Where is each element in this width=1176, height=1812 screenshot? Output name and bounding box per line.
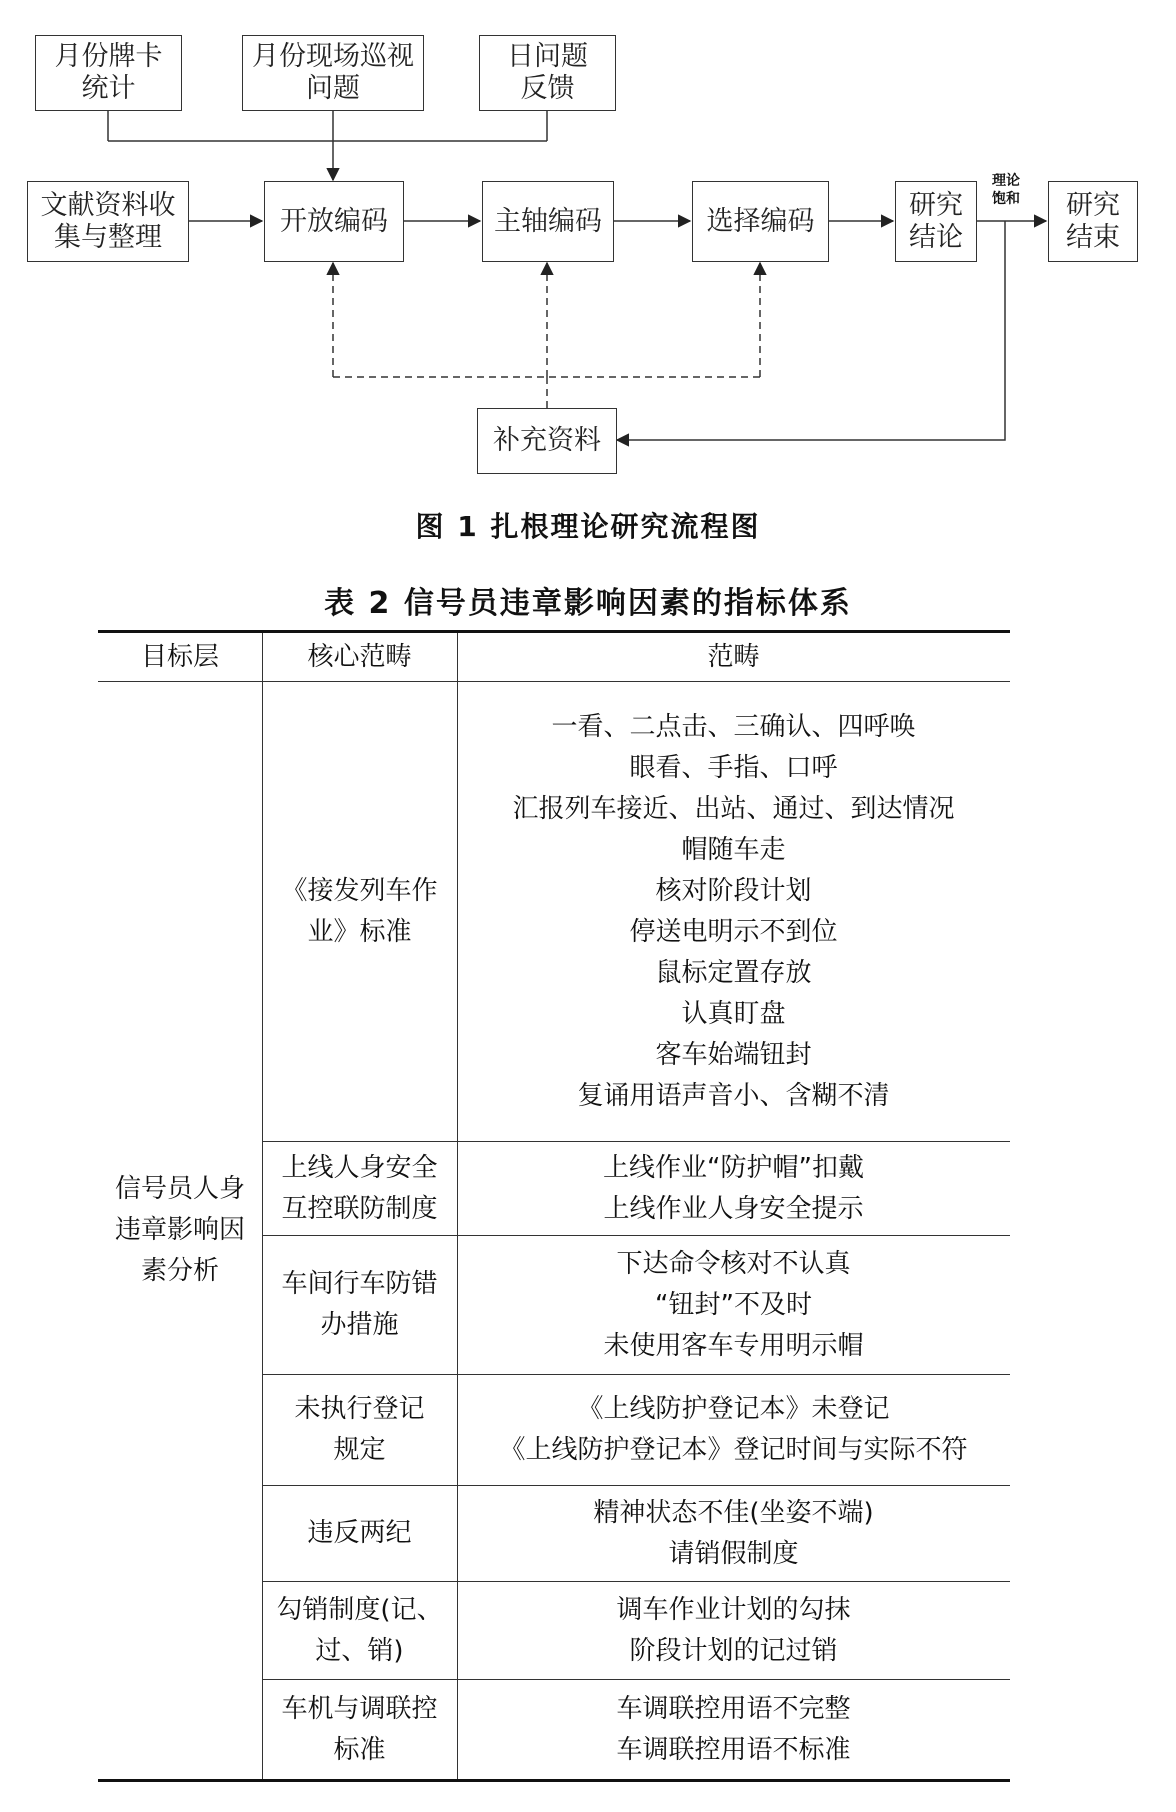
box-line: 研究 — [1066, 189, 1120, 221]
box-line: 日问题 — [507, 41, 588, 72]
target-line: 素分析 — [140, 1256, 219, 1286]
core-line: 互控联防制度 — [281, 1193, 438, 1224]
category-cell — [457, 682, 1010, 1141]
category-item: 车调联控用语不完整 — [616, 1693, 851, 1724]
core-line: 勾销制度(记、 — [276, 1594, 443, 1625]
category-item: 车调联控用语不标准 — [616, 1734, 851, 1765]
box-line: 问题 — [306, 73, 360, 104]
box-conclusion — [895, 181, 977, 262]
box-line: 反馈 — [520, 73, 575, 104]
category-item: 认真盯盘 — [681, 998, 786, 1029]
core-category-cell — [262, 1582, 457, 1679]
box-supplement — [477, 408, 617, 474]
category-item: 精神状态不佳(坐姿不端) — [593, 1497, 874, 1528]
box-line: 选择编码 — [706, 205, 815, 237]
box-line: 主轴编码 — [494, 205, 602, 237]
core-line: 违反两纪 — [307, 1518, 412, 1548]
category-item: 一看、二点击、三确认、四呼唤 — [551, 711, 916, 742]
category-cell — [457, 1236, 1010, 1374]
core-category-cell — [262, 682, 457, 1141]
core-line: 未执行登记 — [294, 1394, 425, 1424]
box-line: 文献资料收 — [40, 189, 176, 221]
box-end — [1048, 181, 1138, 262]
box-line: 结论 — [909, 221, 963, 253]
core-line: 《接发列车作 — [281, 875, 438, 906]
box-line: 研究 — [909, 189, 963, 221]
category-item: “钮封”不及时 — [655, 1289, 812, 1320]
category-item: 汇报列车接近、出站、通过、到达情况 — [512, 793, 955, 824]
category-item: 鼠标定置存放 — [655, 957, 812, 988]
saturation-label — [984, 172, 1028, 208]
category-item: 停送电明示不到位 — [629, 916, 838, 947]
core-category-cell — [262, 1680, 457, 1779]
category-item: 下达命令核对不认真 — [616, 1248, 851, 1279]
category-item: 核对阶段计划 — [655, 875, 812, 906]
box-line: 结束 — [1066, 221, 1120, 253]
core-line: 业》标准 — [307, 916, 412, 947]
table-bottom-rule — [98, 1779, 1010, 1782]
core-category-cell — [262, 1236, 457, 1374]
figure-caption: 图 1 扎根理论研究流程图 — [415, 510, 761, 543]
category-cell — [457, 1582, 1010, 1679]
header-target-layer: 目标层 — [140, 641, 219, 672]
category-item: 未使用客车专用明示帽 — [603, 1330, 864, 1361]
box-axial-coding — [482, 181, 614, 262]
saturation-line: 饱和 — [992, 191, 1020, 207]
table-title: 表 2 信号员违章影响因素的指标体系 — [324, 586, 852, 621]
category-item: 上线作业“防护帽”扣戴 — [603, 1152, 864, 1183]
header-category: 范畴 — [707, 641, 760, 672]
category-item: 客车始端钮封 — [655, 1039, 812, 1070]
category-item: 《上线防护登记本》登记时间与实际不符 — [499, 1435, 968, 1465]
box-line: 开放编码 — [280, 205, 388, 237]
box-line: 集与整理 — [54, 221, 162, 253]
category-item: 阶段计划的记过销 — [629, 1635, 838, 1666]
target-line: 信号员人身 — [114, 1174, 245, 1204]
header-core-category: 核心范畴 — [307, 641, 412, 672]
core-line: 车机与调联控 — [281, 1693, 438, 1724]
flowchart — [0, 0, 1176, 510]
category-cell — [457, 1486, 1010, 1581]
category-item: 复诵用语声音小、含糊不清 — [577, 1080, 890, 1111]
category-item: 《上线防护登记本》未登记 — [577, 1394, 890, 1424]
category-item: 调车作业计划的勾抹 — [616, 1594, 851, 1625]
box-monthly-card — [35, 35, 182, 111]
indicator-table — [98, 630, 1010, 1782]
core-line: 车间行车防错 — [281, 1269, 438, 1299]
core-category-cell — [262, 1142, 457, 1235]
saturation-line: 理论 — [992, 173, 1020, 189]
category-item: 帽随车走 — [681, 834, 786, 865]
category-cell — [457, 1680, 1010, 1779]
box-line: 月份现场巡视 — [252, 41, 414, 72]
box-selective-coding — [692, 181, 829, 262]
core-line: 过、销) — [315, 1635, 404, 1666]
category-cell — [457, 1375, 1010, 1485]
category-item: 请销假制度 — [668, 1538, 799, 1569]
box-literature — [27, 181, 189, 262]
target-layer-cell — [98, 682, 262, 1779]
core-line: 规定 — [333, 1435, 386, 1465]
target-line: 违章影响因 — [114, 1215, 245, 1245]
box-line: 补充资料 — [493, 425, 601, 456]
box-monthly-patrol — [242, 35, 424, 111]
box-daily-feedback — [479, 35, 616, 111]
core-line: 标准 — [333, 1734, 386, 1765]
core-category-cell — [262, 1375, 457, 1485]
core-line: 上线人身安全 — [281, 1152, 438, 1183]
box-open-coding — [264, 181, 404, 262]
category-item: 眼看、手指、口呼 — [629, 752, 838, 783]
core-category-cell — [262, 1486, 457, 1581]
category-cell — [457, 1142, 1010, 1235]
category-item: 上线作业人身安全提示 — [603, 1193, 864, 1224]
box-line: 月份牌卡 — [54, 41, 163, 72]
box-line: 统计 — [81, 73, 136, 104]
core-line: 办措施 — [320, 1310, 399, 1340]
